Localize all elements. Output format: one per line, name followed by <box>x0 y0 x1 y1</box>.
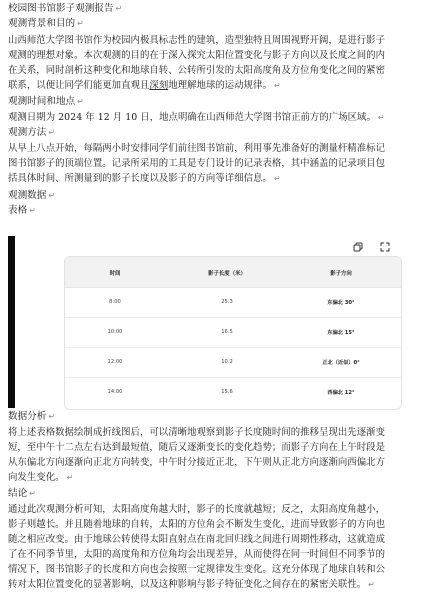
paragraph-time-place: 观测日期为 2024 年 12 月 10 日，地点明确在山西师范大学图书馆正前方的广场区域。 ↵ <box>8 112 385 123</box>
paragraph-analysis: 将上述表格数据绘制成折线图后，可以清晰地观察到影子长度随时间的推移呈现出先逐渐变 短，至中午十二点左右达到最短值，随后又逐渐变长的变化趋势；而影子方向在上午时段是 从东偏北方向逐渐向正北方向转变，中午时分接近正北，下午则从正北方向逐渐向西偏北方 向发生变化。 ↵ <box>8 427 386 483</box>
heading-background: 观测背景和目的 ↵ <box>8 18 84 29</box>
header-direction: 影子方向 <box>330 271 352 277</box>
row-divider <box>65 347 401 348</box>
row-divider <box>65 377 401 378</box>
table-image <box>8 236 418 408</box>
heading-analysis: 数据分析 ↵ <box>8 411 56 422</box>
header-time: 时间 <box>109 271 121 277</box>
paragraph-method: 从早上八点开始，每隔两小时安排同学们前往图书馆前，利用事先准备好的测量杆精准标记 图书馆影子的顶端位置。记录所采用的工具是专门设计的记录表格，其中涵盖的记录项目包 括具体时间、所测量到的影子长度以及影子的方向等详细信息。 ↵ <box>8 143 386 184</box>
header-length: 影子长度（米） <box>208 271 246 277</box>
image-edge-bar <box>8 236 15 408</box>
cell-time: 12:00 <box>107 359 123 365</box>
cell-length: 25.3 <box>221 299 233 305</box>
cell-direction: 东偏北 30° <box>327 300 355 306</box>
cell-time: 14:00 <box>107 389 123 395</box>
report-title: 校园图书馆影子观测报告 ↵ <box>8 3 123 14</box>
cell-direction: 正北（近似）0° <box>322 360 360 366</box>
cell-direction: 西偏北 12° <box>327 390 355 396</box>
heading-method: 观测方法 ↵ <box>8 127 56 138</box>
cell-length: 10.2 <box>221 359 233 365</box>
cell-time: 8:00 <box>109 299 121 305</box>
cell-length: 15.6 <box>221 389 233 395</box>
cell-time: 10:00 <box>107 329 123 335</box>
heading-data: 观测数据 ↵ <box>8 190 56 201</box>
paragraph-background: 山西师范大学图书馆作为校园内极具标志性的建筑，造型独特且周围视野开阔，是进行影子 观测的理想对象。本次观测的目的在于深入探究太阳位置变化与影子方向以及长度之间的内 在关系，同时剖析这种变化和地球自转、公转所引发的太阳高度角及方位角变化之间的紧密 联系，以便让同学们能更加直观且深刻地理解地球的运动规律。 ↵ <box>8 35 386 91</box>
heading-conclusion: 结论 ↵ <box>8 488 36 499</box>
cell-direction: 东偏北 15° <box>327 330 355 336</box>
copy-icon[interactable] <box>353 242 363 252</box>
cell-length: 16.5 <box>221 329 233 335</box>
row-divider <box>65 317 401 318</box>
table-label: 表格 ↵ <box>8 205 36 216</box>
paragraph-conclusion: 通过此次观测分析可知，太阳高度角越大时，影子的长度就越短；反之，太阳高度角越小， 影子则越长。并且随着地球的自转，太阳的方位角会不断发生变化，进而导致影子的方向也 随之相应改变。由于地球公转使得太阳直射点在南北回归线之间进行周期性移动，这就造成 了在不同季节里，太阳的高度角和方位角均会出现差异，从而使得在同一时间但不同季节的 情况下，图书馆影子的长度和方向也会按照一定规律发生变化。这充分体现了地球自转和公 转对太阳位置变化的显著影响，以及这种影响与影子特征变化之间存在的紧密关联性。 ↵ <box>8 504 386 590</box>
expand-icon[interactable] <box>380 242 390 252</box>
heading-time-place: 观测时间和地点 ↵ <box>8 96 84 107</box>
observation-table <box>64 256 402 410</box>
